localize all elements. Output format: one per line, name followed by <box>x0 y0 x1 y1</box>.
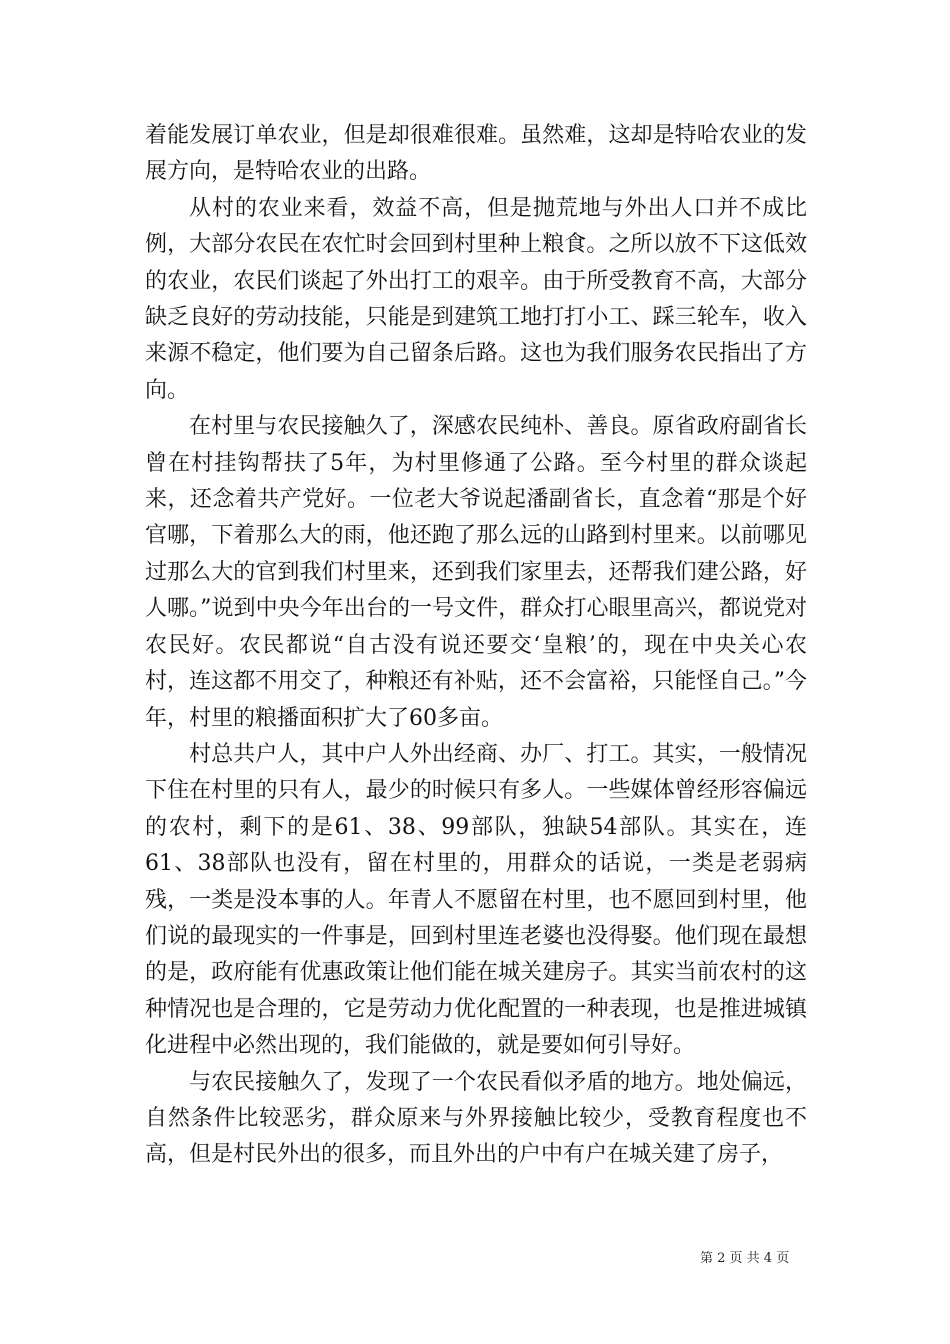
document-body <box>145 118 807 1174</box>
paragraph-3: 在村里与农民接触久了，深感农民纯朴、善良。原省政府副省长曾在村挂钩帮扶了5年，为村里修通了公路。至今村里的群众谈起来，还念着共产党好。一位老大爷说起潘副省长，直念着“那是个好官哪，下着那么大的雨，他还跑了那么远的山路到村里来。以前哪见过那么大的官到我们村里来，还到我们家里去，还帮我们建公路，好人哪。”说到中央今年出台的一号文件，群众打心眼里高兴，都说党对农民好。农民都说“自古没有说还要交‘皇粮’的，现在中央关心农村，连这都不用交了，种粮还有补贴，还不会富裕，只能怪自己。”今年，村里的粮播面积扩大了60多亩。 <box>145 414 807 731</box>
paragraph-4: 村总共户人，其中户人外出经商、办厂、打工。其实，一般情况下住在村里的只有人，最少的时候只有多人。一些媒体曾经形容偏远的农村，剩下的是61、38、99部队，独缺54部队。其实在，连61、38部队也没有，留在村里的，用群众的话说，一类是老弱病残，一类是没本事的人。年青人不愿留在村里，也不愿回到村里，他们说的最现实的一件事是，回到村里连老婆也没得娶。他们现在最想的是，政府能有优惠政策让他们能在城关建房子。其实当前农村的这种情况也是合理的，它是劳动力优化配置的一种表现，也是推进城镇化进程中必然出现的，我们能做的，就是要如何引导好。 <box>145 741 807 1059</box>
paragraph-1: 着能发展订单农业，但是却很难很难。虽然难，这却是特哈农业的发展方向，是特哈农业的出路。 <box>145 123 807 185</box>
paragraph-5: 与农民接触久了，发现了一个农民看似矛盾的地方。地处偏远，自然条件比较恶劣，群众原来与外界接触比较少，受教育程度也不高，但是村民外出的很多，而且外出的户中有户在城关建了房子， <box>145 1069 807 1168</box>
paragraph-2: 从村的农业来看，效益不高，但是抛荒地与外出人口并不成比例，大部分农民在农忙时会回到村里种上粮食。之所以放不下这低效的农业，农民们谈起了外出打工的艰辛。由于所受教育不高，大部分缺乏良好的劳动技能，只能是到建筑工地打打小工、踩三轮车，收入来源不稳定，他们要为自己留条后路。这也为我们服务农民指出了方向。 <box>145 195 807 403</box>
page-number-footer: 第 2 页 共 4 页 <box>700 1251 790 1266</box>
